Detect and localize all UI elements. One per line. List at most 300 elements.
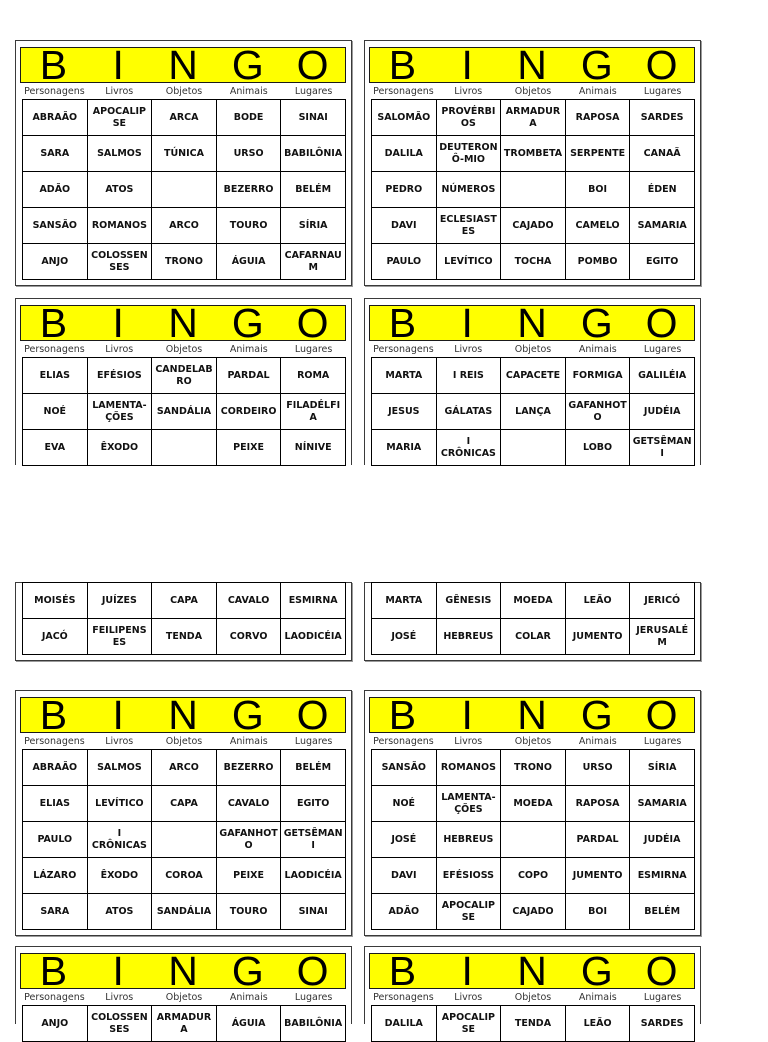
bingo-header <box>369 42 695 88</box>
bingo-cell: ARMADUR A <box>501 100 566 136</box>
bingo-cell: CAPA <box>152 786 217 822</box>
bingo-cell: JUMENTO <box>566 858 631 894</box>
bingo-cell: JOSÉ <box>372 822 437 858</box>
bingo-header-letter-i: I <box>112 300 124 346</box>
bingo-cell: SARA <box>23 136 88 172</box>
bingo-row <box>372 619 695 655</box>
column-label: Lugares <box>643 992 682 1003</box>
bingo-row <box>23 583 346 619</box>
bingo-row <box>23 619 346 655</box>
bingo-header-letter-n: N <box>168 692 198 738</box>
bingo-row <box>372 894 695 930</box>
bingo-header <box>369 692 695 738</box>
bingo-card <box>364 946 701 1035</box>
bingo-row <box>372 822 695 858</box>
bingo-empty-cell <box>152 822 217 858</box>
bingo-cell: LEVÍTICO <box>437 244 502 280</box>
bingo-cell: SANSÃO <box>23 208 88 244</box>
bingo-cell: EGITO <box>281 786 346 822</box>
bingo-grid <box>371 1005 695 1042</box>
bingo-row <box>372 208 695 244</box>
bingo-cell: JACÓ <box>23 619 88 655</box>
bingo-cell: ABRAÃO <box>23 100 88 136</box>
column-label: Personagens <box>24 86 85 97</box>
column-labels <box>22 990 346 1005</box>
bingo-cell: ADÃO <box>372 894 437 930</box>
bingo-cell: SERPENTE <box>566 136 631 172</box>
bingo-row <box>372 136 695 172</box>
bingo-row <box>372 394 695 430</box>
bingo-cell: LAODICÉIA <box>281 858 346 894</box>
bingo-cell: EFÉSIOS <box>88 358 153 394</box>
column-label: Objetos <box>514 86 552 97</box>
bingo-cell: COROA <box>152 858 217 894</box>
column-label: Animais <box>229 344 268 355</box>
bingo-cell: RAPOSA <box>566 786 631 822</box>
bingo-cell: JESUS <box>372 394 437 430</box>
column-label: Animais <box>229 736 268 747</box>
bingo-header-letter-n: N <box>517 692 547 738</box>
bingo-cell: FILADÉLFI A <box>281 394 346 430</box>
bingo-cell: I CRÔNICAS <box>88 822 153 858</box>
bingo-cell: SARA <box>23 894 88 930</box>
bingo-cell: MOEDA <box>501 583 566 619</box>
bingo-card <box>15 298 352 465</box>
bingo-cell: ADÃO <box>23 172 88 208</box>
bingo-cell: FORMIGA <box>566 358 631 394</box>
bingo-cell: GETSÊMAN I <box>281 822 346 858</box>
bingo-cell: LEÃO <box>566 1006 631 1042</box>
bingo-header-letter-o: O <box>645 692 678 738</box>
bingo-header-letter-b: B <box>388 42 417 88</box>
bingo-header-letter-b: B <box>388 300 417 346</box>
bingo-cell: PAULO <box>372 244 437 280</box>
bingo-cell: ATOS <box>88 172 153 208</box>
bingo-header-letter-g: G <box>231 948 264 994</box>
bingo-header-letter-g: G <box>231 42 264 88</box>
column-label: Personagens <box>24 344 85 355</box>
column-labels <box>371 84 695 99</box>
bingo-header <box>369 300 695 346</box>
bingo-empty-cell <box>152 172 217 208</box>
bingo-row <box>23 1006 346 1042</box>
bingo-card <box>364 40 701 286</box>
column-label: Animais <box>578 86 617 97</box>
bingo-cell: NÍNIVE <box>281 430 346 466</box>
column-label: Personagens <box>373 736 434 747</box>
bingo-cell: JUDÉIA <box>630 394 695 430</box>
bingo-cell: MARTA <box>372 358 437 394</box>
bingo-cell: CAMELO <box>566 208 631 244</box>
bingo-cell: ESMIRNA <box>630 858 695 894</box>
bingo-cell: SINAI <box>281 100 346 136</box>
bingo-cell: MOISÉS <box>23 583 88 619</box>
bingo-cell: DALILA <box>372 136 437 172</box>
bingo-cell: SÍRIA <box>281 208 346 244</box>
bingo-cell: CAJADO <box>501 894 566 930</box>
bingo-cell: CAPACETE <box>501 358 566 394</box>
column-label: Animais <box>578 992 617 1003</box>
bingo-row <box>372 100 695 136</box>
bingo-cell: TOCHA <box>501 244 566 280</box>
bingo-header-letter-b: B <box>39 42 68 88</box>
bingo-cell: PEDRO <box>372 172 437 208</box>
bingo-cell: CANDELAB RO <box>152 358 217 394</box>
bingo-cell: JOSÉ <box>372 619 437 655</box>
bingo-cell: ANJO <box>23 1006 88 1042</box>
bingo-cell: NOÉ <box>372 786 437 822</box>
column-label: Livros <box>105 86 134 97</box>
bingo-cell: HEBREUS <box>437 822 502 858</box>
bingo-cell: NÚMEROS <box>437 172 502 208</box>
bingo-card <box>364 298 701 465</box>
bingo-row <box>372 786 695 822</box>
column-label: Objetos <box>514 344 552 355</box>
column-label: Animais <box>578 736 617 747</box>
bingo-cell: PEIXE <box>217 858 282 894</box>
bingo-cell: JUMENTO <box>566 619 631 655</box>
bingo-cell: DAVI <box>372 208 437 244</box>
bingo-cell: TRONO <box>152 244 217 280</box>
bingo-cell: SINAI <box>281 894 346 930</box>
bingo-cell: PARDAL <box>217 358 282 394</box>
bingo-header-letter-n: N <box>168 948 198 994</box>
bingo-header <box>369 948 695 994</box>
bingo-row <box>23 172 346 208</box>
bingo-cell: CAPA <box>152 583 217 619</box>
bingo-grid <box>22 749 346 930</box>
bingo-header-letter-b: B <box>388 692 417 738</box>
bingo-header-letter-g: G <box>231 692 264 738</box>
bingo-card <box>364 690 701 936</box>
bingo-cell: ÊXODO <box>88 430 153 466</box>
bingo-header-letter-i: I <box>112 948 124 994</box>
bingo-card-continuation <box>15 582 352 661</box>
bingo-cell: BABILÔNIA <box>281 136 346 172</box>
column-label: Lugares <box>294 344 333 355</box>
bingo-cell: DAVI <box>372 858 437 894</box>
bingo-header-letter-o: O <box>645 300 678 346</box>
bingo-header-letter-o: O <box>645 948 678 994</box>
bingo-row <box>372 1006 695 1042</box>
bingo-cell: TOURO <box>217 894 282 930</box>
bingo-cell: PAULO <box>23 822 88 858</box>
bingo-cell: SAMARIA <box>630 208 695 244</box>
bingo-empty-cell <box>152 430 217 466</box>
bingo-empty-cell <box>501 172 566 208</box>
bingo-cell: TENDA <box>152 619 217 655</box>
bingo-cell: COLOSSEN SES <box>88 244 153 280</box>
bingo-header-letter-i: I <box>112 42 124 88</box>
bingo-cell: BODE <box>217 100 282 136</box>
bingo-cell: RAPOSA <box>566 100 631 136</box>
column-label: Personagens <box>373 86 434 97</box>
bingo-card-continuation <box>364 582 701 661</box>
bingo-header-letter-g: G <box>231 300 264 346</box>
column-label: Lugares <box>294 86 333 97</box>
bingo-cell: TROMBETA <box>501 136 566 172</box>
bingo-header-letter-g: G <box>580 948 613 994</box>
bingo-cell: MOEDA <box>501 786 566 822</box>
bingo-cell: ANJO <box>23 244 88 280</box>
bingo-cell: SALMOS <box>88 750 153 786</box>
column-labels <box>22 734 346 749</box>
bingo-header-letter-o: O <box>296 42 329 88</box>
column-label: Livros <box>454 344 483 355</box>
bingo-cell: SALOMÃO <box>372 100 437 136</box>
bingo-cell: SÍRIA <box>630 750 695 786</box>
column-label: Livros <box>105 736 134 747</box>
bingo-cell: ROMA <box>281 358 346 394</box>
bingo-header-letter-b: B <box>39 948 68 994</box>
bingo-cell: LÁZARO <box>23 858 88 894</box>
bingo-grid <box>371 357 695 466</box>
bingo-cell: CAJADO <box>501 208 566 244</box>
bingo-cell: EFÉSIOSS <box>437 858 502 894</box>
bingo-cell: CAVALO <box>217 583 282 619</box>
bingo-cell: ECLESIAST ES <box>437 208 502 244</box>
bingo-cell: ÁGUIA <box>217 244 282 280</box>
bingo-cell: I REIS <box>437 358 502 394</box>
bingo-card <box>15 946 352 1035</box>
bingo-cell: JERUSALÉ M <box>630 619 695 655</box>
bingo-cell: JUDÉIA <box>630 822 695 858</box>
bingo-header-letter-i: I <box>461 42 473 88</box>
column-label: Personagens <box>373 344 434 355</box>
bingo-cell: LAMENTA- ÇÕES <box>437 786 502 822</box>
bingo-cell: ARCO <box>152 208 217 244</box>
bingo-cell: SANSÃO <box>372 750 437 786</box>
bingo-cell: CAVALO <box>217 786 282 822</box>
bingo-grid <box>22 357 346 466</box>
bingo-cell: SANDÁLIA <box>152 894 217 930</box>
bingo-row <box>372 430 695 466</box>
bingo-card <box>15 690 352 936</box>
column-label: Livros <box>105 992 134 1003</box>
bingo-cell: ÊXODO <box>88 858 153 894</box>
bingo-cell: ARCA <box>152 100 217 136</box>
column-label: Objetos <box>514 736 552 747</box>
bingo-cell: SAMARIA <box>630 786 695 822</box>
bingo-cell: ROMANOS <box>437 750 502 786</box>
bingo-cell: LEÃO <box>566 583 631 619</box>
bingo-row <box>23 394 346 430</box>
bingo-row <box>23 100 346 136</box>
bingo-cell: GÊNESIS <box>437 583 502 619</box>
bingo-cell: FEILIPENS ES <box>88 619 153 655</box>
bingo-grid <box>371 749 695 930</box>
bingo-cell: DALILA <box>372 1006 437 1042</box>
column-label: Objetos <box>514 992 552 1003</box>
bingo-cell: ROMANOS <box>88 208 153 244</box>
bingo-cell: EVA <box>23 430 88 466</box>
bingo-cell: CORDEIRO <box>217 394 282 430</box>
bingo-header <box>20 42 346 88</box>
bingo-cell: SARDES <box>630 100 695 136</box>
bingo-cell: GALILÉIA <box>630 358 695 394</box>
bingo-header-letter-i: I <box>461 948 473 994</box>
bingo-header-letter-g: G <box>580 42 613 88</box>
column-label: Livros <box>105 344 134 355</box>
bingo-row <box>23 208 346 244</box>
bingo-header-letter-o: O <box>645 42 678 88</box>
column-labels <box>22 342 346 357</box>
bingo-header <box>20 300 346 346</box>
bingo-cell: BEZERRO <box>217 172 282 208</box>
bingo-cell: BEZERRO <box>217 750 282 786</box>
bingo-header-letter-g: G <box>580 692 613 738</box>
bingo-cell: EGITO <box>630 244 695 280</box>
bingo-header-letter-o: O <box>296 692 329 738</box>
bingo-cell: ARMADUR A <box>152 1006 217 1042</box>
bingo-cell: BELÉM <box>281 750 346 786</box>
column-label: Lugares <box>294 992 333 1003</box>
bingo-cell: ABRAÃO <box>23 750 88 786</box>
column-label: Livros <box>454 992 483 1003</box>
bingo-row <box>372 858 695 894</box>
bingo-row <box>372 172 695 208</box>
bingo-row <box>372 750 695 786</box>
bingo-cell: ATOS <box>88 894 153 930</box>
bingo-cell: APOCALIP SE <box>437 1006 502 1042</box>
bingo-grid <box>22 582 346 655</box>
column-label: Animais <box>229 992 268 1003</box>
bingo-row <box>372 358 695 394</box>
bingo-cell: URSO <box>217 136 282 172</box>
bingo-cell: ELIAS <box>23 358 88 394</box>
bingo-row <box>23 750 346 786</box>
bingo-cell: SARDES <box>630 1006 695 1042</box>
bingo-cell: COLOSSEN SES <box>88 1006 153 1042</box>
bingo-cell: MARIA <box>372 430 437 466</box>
bingo-cell: LANÇA <box>501 394 566 430</box>
bingo-header-letter-o: O <box>296 948 329 994</box>
bingo-cell: LEVÍTICO <box>88 786 153 822</box>
bingo-grid <box>22 99 346 280</box>
bingo-row <box>23 786 346 822</box>
bingo-row <box>372 244 695 280</box>
bingo-cell: BOI <box>566 172 631 208</box>
bingo-cell: SANDÁLIA <box>152 394 217 430</box>
bingo-cell: TOURO <box>217 208 282 244</box>
bingo-cell: JERICÓ <box>630 583 695 619</box>
bingo-cell: APOCALIP SE <box>437 894 502 930</box>
bingo-cell: COLAR <box>501 619 566 655</box>
bingo-cell: ELIAS <box>23 786 88 822</box>
bingo-cell: ÁGUIA <box>217 1006 282 1042</box>
column-label: Personagens <box>373 992 434 1003</box>
bingo-header-letter-i: I <box>461 300 473 346</box>
bingo-cell: SALMOS <box>88 136 153 172</box>
bingo-grid <box>22 1005 346 1042</box>
column-label: Lugares <box>643 86 682 97</box>
bingo-cell: BELÉM <box>281 172 346 208</box>
column-label: Personagens <box>24 992 85 1003</box>
column-label: Objetos <box>165 86 203 97</box>
bingo-cell: JUÍZES <box>88 583 153 619</box>
bingo-grid <box>371 582 695 655</box>
bingo-header-letter-n: N <box>517 948 547 994</box>
bingo-row <box>23 858 346 894</box>
bingo-row <box>372 583 695 619</box>
bingo-header-letter-n: N <box>517 42 547 88</box>
column-labels <box>371 990 695 1005</box>
bingo-cell: GETSÊMAN I <box>630 430 695 466</box>
bingo-header-letter-g: G <box>580 300 613 346</box>
column-label: Objetos <box>165 344 203 355</box>
bingo-cell: BOI <box>566 894 631 930</box>
bingo-cell: GAFANHOT O <box>217 822 282 858</box>
bingo-cell: GÁLATAS <box>437 394 502 430</box>
bingo-row <box>23 358 346 394</box>
bingo-cell: ARCO <box>152 750 217 786</box>
column-label: Lugares <box>643 736 682 747</box>
bingo-header-letter-n: N <box>517 300 547 346</box>
bingo-cell: I CRÔNICAS <box>437 430 502 466</box>
bingo-row <box>23 822 346 858</box>
bingo-cell: TENDA <box>501 1006 566 1042</box>
bingo-header-letter-i: I <box>461 692 473 738</box>
column-label: Lugares <box>294 736 333 747</box>
column-labels <box>371 342 695 357</box>
bingo-row <box>23 430 346 466</box>
bingo-cell: POMBO <box>566 244 631 280</box>
bingo-cell: PROVÉRBI OS <box>437 100 502 136</box>
bingo-empty-cell <box>501 430 566 466</box>
bingo-header-letter-o: O <box>296 300 329 346</box>
bingo-cell: DEUTERON Ô-MIO <box>437 136 502 172</box>
bingo-header <box>20 948 346 994</box>
bingo-header <box>20 692 346 738</box>
column-label: Personagens <box>24 736 85 747</box>
bingo-cell: ESMIRNA <box>281 583 346 619</box>
bingo-cell: MARTA <box>372 583 437 619</box>
bingo-cell: TÚNICA <box>152 136 217 172</box>
column-labels <box>22 84 346 99</box>
bingo-cell: LAMENTA- ÇÕES <box>88 394 153 430</box>
bingo-row <box>23 136 346 172</box>
bingo-cell: COPO <box>501 858 566 894</box>
column-labels <box>371 734 695 749</box>
bingo-cell: CORVO <box>217 619 282 655</box>
bingo-cell: PEIXE <box>217 430 282 466</box>
bingo-header-letter-b: B <box>388 948 417 994</box>
bingo-cell: HEBREUS <box>437 619 502 655</box>
column-label: Objetos <box>165 992 203 1003</box>
bingo-cell: URSO <box>566 750 631 786</box>
bingo-cell: CANAÃ <box>630 136 695 172</box>
column-label: Animais <box>229 86 268 97</box>
bingo-cell: NOÉ <box>23 394 88 430</box>
bingo-cell: PARDAL <box>566 822 631 858</box>
bingo-cell: TRONO <box>501 750 566 786</box>
column-label: Livros <box>454 736 483 747</box>
bingo-row <box>23 894 346 930</box>
bingo-cell: BELÉM <box>630 894 695 930</box>
bingo-empty-cell <box>501 822 566 858</box>
bingo-header-letter-b: B <box>39 692 68 738</box>
bingo-card <box>15 40 352 286</box>
column-label: Lugares <box>643 344 682 355</box>
bingo-cell: BABILÔNIA <box>281 1006 346 1042</box>
bingo-cell: ÉDEN <box>630 172 695 208</box>
column-label: Objetos <box>165 736 203 747</box>
bingo-cell: CAFARNAU M <box>281 244 346 280</box>
column-label: Livros <box>454 86 483 97</box>
bingo-header-letter-n: N <box>168 42 198 88</box>
bingo-header-letter-i: I <box>112 692 124 738</box>
bingo-header-letter-n: N <box>168 300 198 346</box>
